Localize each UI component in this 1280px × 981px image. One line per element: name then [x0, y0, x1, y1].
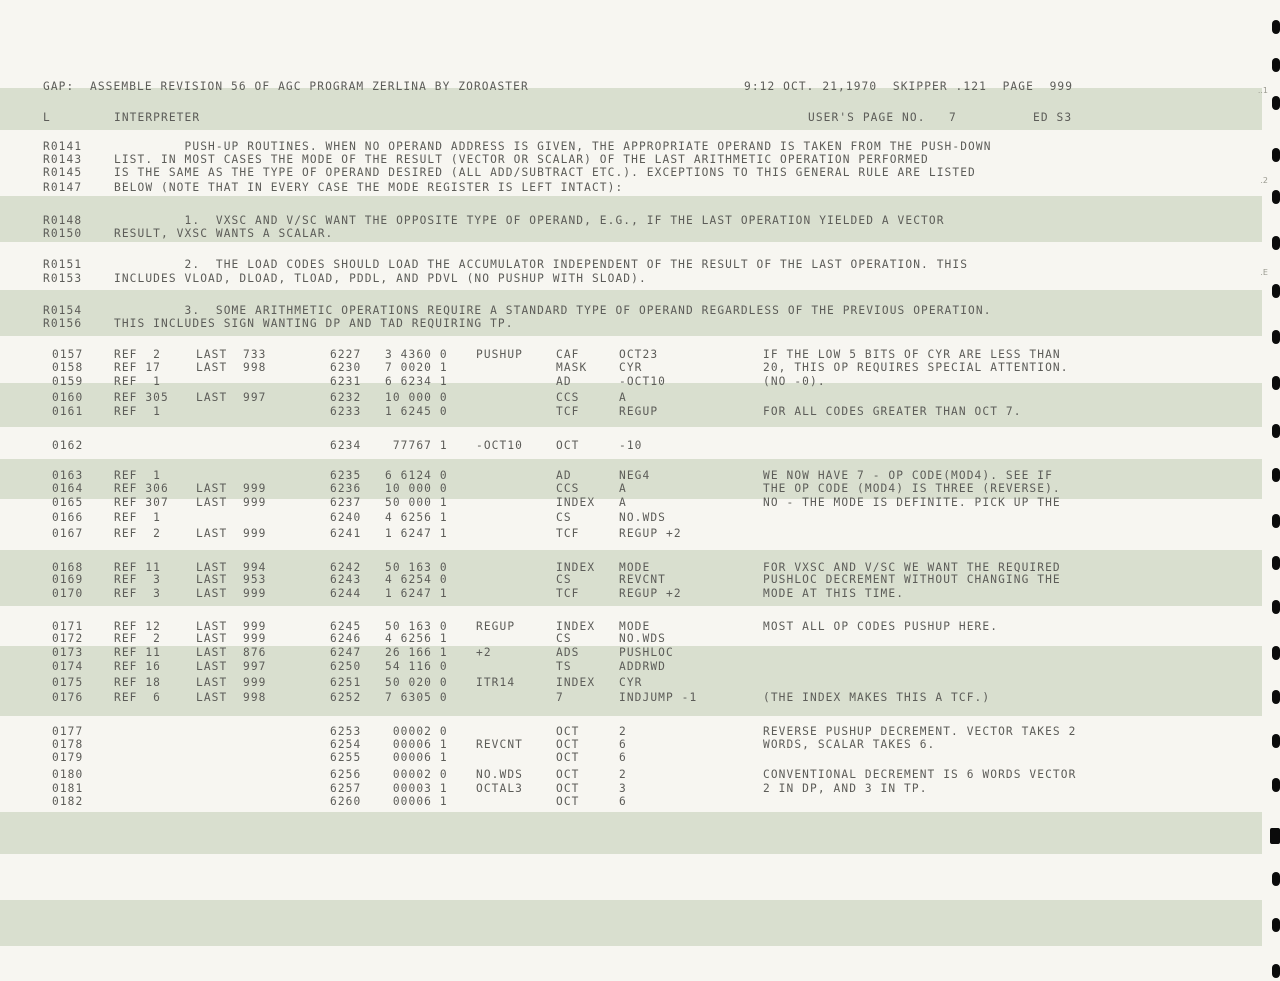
line-comment: NO - THE MODE IS DEFINITE. PICK UP THE [763, 496, 1061, 509]
operand: CYR [619, 361, 643, 374]
ref-count: REF 6 [114, 691, 162, 704]
line-number: 0174 [52, 660, 84, 673]
label: -OCT10 [476, 439, 524, 452]
operand: ADDRWD [619, 660, 667, 673]
line-comment: REVERSE PUSHUP DECREMENT. VECTOR TAKES 2 [763, 725, 1077, 738]
address: 6242 [330, 561, 362, 574]
line-number: 0166 [52, 511, 84, 524]
header-title: GAP: ASSEMBLE REVISION 56 OF AGC PROGRAM ZERLINA BY ZOROASTER [43, 80, 529, 93]
last-ref: LAST 994 [196, 561, 267, 574]
operand: A [619, 482, 627, 495]
address: 6260 [330, 795, 362, 808]
header-date: 9:12 OCT. 21,1970 SKIPPER .121 PAGE 999 [744, 80, 1074, 93]
line-number: R0156 [43, 317, 83, 330]
address: 6251 [330, 676, 362, 689]
operand: A [619, 391, 627, 404]
line-number: 0165 [52, 496, 84, 509]
address: 6237 [330, 496, 362, 509]
ref-count: REF 11 [114, 561, 162, 574]
address: 6250 [330, 660, 362, 673]
operand: 6 [619, 738, 627, 751]
users-page-number: USER'S PAGE NO. 7 [808, 111, 957, 124]
last-ref: LAST 733 [196, 348, 267, 361]
feed-hole [1272, 514, 1280, 528]
address: 6234 [330, 439, 362, 452]
line-number: 0175 [52, 676, 84, 689]
line-number: 0160 [52, 391, 84, 404]
ref-count: REF 11 [114, 646, 162, 659]
object-code: 7 0020 1 [385, 361, 448, 374]
operand: A [619, 496, 627, 509]
comment-text: BELOW (NOTE THAT IN EVERY CASE THE MODE REGISTER IS LEFT INTACT): [114, 181, 624, 194]
address: 6243 [330, 573, 362, 586]
line-number: R0154 [43, 304, 83, 317]
line-comment: MOST ALL OP CODES PUSHUP HERE. [763, 620, 999, 633]
line-number: 0171 [52, 620, 84, 633]
object-code: 77767 1 [385, 439, 448, 452]
last-ref: LAST 999 [196, 676, 267, 689]
line-number: 0158 [52, 361, 84, 374]
opcode: CCS [556, 482, 580, 495]
line-number: 0173 [52, 646, 84, 659]
label: OCTAL3 [476, 782, 524, 795]
line-comment: THE OP CODE (MOD4) IS THREE (REVERSE). [763, 482, 1061, 495]
label: REGUP [476, 620, 516, 633]
operand: MODE [619, 561, 651, 574]
line-number: R0141 [43, 140, 83, 153]
opcode: OCT [556, 738, 580, 751]
feed-hole [1272, 236, 1280, 250]
ref-count: REF 1 [114, 405, 162, 418]
object-code: 26 166 1 [385, 646, 448, 659]
opcode: AD [556, 469, 572, 482]
object-code: 1 6245 0 [385, 405, 448, 418]
ref-count: REF 1 [114, 511, 162, 524]
operand: 6 [619, 751, 627, 764]
ref-count: REF 2 [114, 348, 162, 361]
opcode: CS [556, 632, 572, 645]
edition-label: ED S3 [1033, 111, 1073, 124]
margin-mark: .2 [1260, 176, 1268, 185]
address: 6257 [330, 782, 362, 795]
opcode: TCF [556, 527, 580, 540]
comment-text: 1. VXSC AND V/SC WANT THE OPPOSITE TYPE OF OPERAND, E.G., IF THE LAST OPERATION YIELDED A VECTOR [114, 214, 945, 227]
last-ref: LAST 997 [196, 660, 267, 673]
operand: 6 [619, 795, 627, 808]
label: PUSHUP [476, 348, 524, 361]
object-code: 1 6247 1 [385, 527, 448, 540]
comment-text: 3. SOME ARITHMETIC OPERATIONS REQUIRE A STANDARD TYPE OF OPERAND REGARDLESS OF THE PREVIOUS OPERATION. [114, 304, 992, 317]
object-code: 10 000 0 [385, 482, 448, 495]
object-code: 7 6305 0 [385, 691, 448, 704]
feed-hole [1272, 96, 1280, 110]
object-code: 6 6234 1 [385, 375, 448, 388]
comment-text: LIST. IN MOST CASES THE MODE OF THE RESULT (VECTOR OR SCALAR) OF THE LAST ARITHMETIC OPERATION PERFORMED [114, 153, 929, 166]
feed-hole [1270, 828, 1280, 844]
line-number: 0177 [52, 725, 84, 738]
feed-hole [1272, 918, 1280, 932]
operand: NO.WDS [619, 632, 667, 645]
operand: REVCNT [619, 573, 667, 586]
address: 6252 [330, 691, 362, 704]
opcode: TCF [556, 405, 580, 418]
object-code: 10 000 0 [385, 391, 448, 404]
last-ref: LAST 876 [196, 646, 267, 659]
line-comment: MODE AT THIS TIME. [763, 587, 905, 600]
feed-hole [1272, 20, 1280, 34]
address: 6236 [330, 482, 362, 495]
comment-text: PUSH-UP ROUTINES. WHEN NO OPERAND ADDRESS IS GIVEN, THE APPROPRIATE OPERAND IS TAKEN FROM THE PUSH-DOWN [114, 140, 992, 153]
address: 6253 [330, 725, 362, 738]
comment-text: 2. THE LOAD CODES SHOULD LOAD THE ACCUMULATOR INDEPENDENT OF THE RESULT OF THE LAST OPERATION. THIS [114, 258, 969, 271]
object-code: 00002 0 [385, 725, 448, 738]
line-number: R0150 [43, 227, 83, 240]
object-code: 4 6256 1 [385, 632, 448, 645]
line-number: R0143 [43, 153, 83, 166]
line-number: 0178 [52, 738, 84, 751]
opcode: TCF [556, 587, 580, 600]
line-number: 0164 [52, 482, 84, 495]
feed-hole [1272, 964, 1280, 978]
object-code: 54 116 0 [385, 660, 448, 673]
opcode: OCT [556, 725, 580, 738]
last-ref: LAST 999 [196, 587, 267, 600]
ref-count: REF 17 [114, 361, 162, 374]
object-code: 6 6124 0 [385, 469, 448, 482]
last-ref: LAST 998 [196, 361, 267, 374]
feed-hole [1272, 330, 1280, 344]
greenbar-band [0, 900, 1262, 946]
line-number: R0148 [43, 214, 83, 227]
address: 6230 [330, 361, 362, 374]
line-comment: WE NOW HAVE 7 - OP CODE(MOD4). SEE IF [763, 469, 1053, 482]
line-number: R0147 [43, 181, 83, 194]
line-number: 0157 [52, 348, 84, 361]
feed-hole [1272, 734, 1280, 748]
address: 6240 [330, 511, 362, 524]
comment-text: INCLUDES VLOAD, DLOAD, TLOAD, PDDL, AND PDVL (NO PUSHUP WITH SLOAD). [114, 272, 647, 285]
opcode: OCT [556, 751, 580, 764]
margin-mark: .E [1260, 268, 1268, 277]
opcode: INDEX [556, 676, 596, 689]
ref-count: REF 1 [114, 375, 162, 388]
operand: -OCT10 [619, 375, 667, 388]
object-code: 00003 1 [385, 782, 448, 795]
address: 6254 [330, 738, 362, 751]
address: 6246 [330, 632, 362, 645]
operand: INDJUMP -1 [619, 691, 698, 704]
opcode: CCS [556, 391, 580, 404]
line-number: 0182 [52, 795, 84, 808]
object-code: 3 4360 0 [385, 348, 448, 361]
opcode: OCT [556, 439, 580, 452]
address: 6235 [330, 469, 362, 482]
margin-mark: ..1 [1257, 86, 1268, 95]
object-code: 00006 1 [385, 795, 448, 808]
label: NO.WDS [476, 768, 524, 781]
line-comment: FOR ALL CODES GREATER THAN OCT 7. [763, 405, 1022, 418]
line-number: 0180 [52, 768, 84, 781]
feed-hole [1272, 424, 1280, 438]
last-ref: LAST 998 [196, 691, 267, 704]
line-number: 0179 [52, 751, 84, 764]
tractor-feed-strip [1262, 0, 1280, 981]
feed-hole [1272, 468, 1280, 482]
line-number: 0181 [52, 782, 84, 795]
operand: -10 [619, 439, 643, 452]
feed-hole [1272, 148, 1280, 162]
line-number: 0161 [52, 405, 84, 418]
line-number: R0151 [43, 258, 83, 271]
operand: REGUP +2 [619, 527, 682, 540]
operand: 2 [619, 725, 627, 738]
comment-text: RESULT, VXSC WANTS A SCALAR. [114, 227, 334, 240]
opcode: ADS [556, 646, 580, 659]
last-ref: LAST 953 [196, 573, 267, 586]
object-code: 4 6256 1 [385, 511, 448, 524]
ref-count: REF 2 [114, 527, 162, 540]
ref-count: REF 307 [114, 496, 169, 509]
operand: PUSHLOC [619, 646, 674, 659]
line-comment: 2 IN DP, AND 3 IN TP. [763, 782, 928, 795]
address: 6247 [330, 646, 362, 659]
label: REVCNT [476, 738, 524, 751]
address: 6233 [330, 405, 362, 418]
opcode: CS [556, 573, 572, 586]
line-comment: 20, THIS OP REQUIRES SPECIAL ATTENTION. [763, 361, 1069, 374]
opcode: 7 [556, 691, 564, 704]
last-ref: LAST 997 [196, 391, 267, 404]
line-number: 0167 [52, 527, 84, 540]
feed-hole [1272, 376, 1280, 390]
operand: MODE [619, 620, 651, 633]
address: 6232 [330, 391, 362, 404]
section-title: INTERPRETER [114, 111, 201, 124]
object-code: 4 6254 0 [385, 573, 448, 586]
address: 6256 [330, 768, 362, 781]
feed-hole [1272, 872, 1280, 886]
last-ref: LAST 999 [196, 482, 267, 495]
feed-hole [1272, 690, 1280, 704]
address: 6255 [330, 751, 362, 764]
last-ref: LAST 999 [196, 496, 267, 509]
object-code: 50 000 1 [385, 496, 448, 509]
address: 6245 [330, 620, 362, 633]
operand: REGUP +2 [619, 587, 682, 600]
feed-hole [1272, 600, 1280, 614]
ref-count: REF 3 [114, 587, 162, 600]
line-comment: FOR VXSC AND V/SC WE WANT THE REQUIRED [763, 561, 1061, 574]
comment-text: THIS INCLUDES SIGN WANTING DP AND TAD REQUIRING TP. [114, 317, 514, 330]
ref-count: REF 306 [114, 482, 169, 495]
line-number: R0153 [43, 272, 83, 285]
object-code: 50 163 0 [385, 561, 448, 574]
address: 6244 [330, 587, 362, 600]
feed-hole [1272, 190, 1280, 204]
last-ref: LAST 999 [196, 527, 267, 540]
line-number: 0168 [52, 561, 84, 574]
line-comment: (THE INDEX MAKES THIS A TCF.) [763, 691, 991, 704]
feed-hole [1272, 778, 1280, 792]
line-number: 0159 [52, 375, 84, 388]
object-code: 00006 1 [385, 738, 448, 751]
object-code: 00002 0 [385, 768, 448, 781]
object-code: 00006 1 [385, 751, 448, 764]
opcode: AD [556, 375, 572, 388]
ref-count: REF 3 [114, 573, 162, 586]
ref-count: REF 18 [114, 676, 162, 689]
opcode: OCT [556, 795, 580, 808]
address: 6241 [330, 527, 362, 540]
opcode: INDEX [556, 561, 596, 574]
ref-count: REF 305 [114, 391, 169, 404]
opcode: OCT [556, 768, 580, 781]
opcode: CS [556, 511, 572, 524]
line-comment: PUSHLOC DECREMENT WITHOUT CHANGING THE [763, 573, 1061, 586]
object-code: 1 6247 1 [385, 587, 448, 600]
opcode: INDEX [556, 496, 596, 509]
line-number: 0163 [52, 469, 84, 482]
operand: NO.WDS [619, 511, 667, 524]
opcode: OCT [556, 782, 580, 795]
comment-text: IS THE SAME AS THE TYPE OF OPERAND DESIRED (ALL ADD/SUBTRACT ETC.). EXCEPTIONS TO THIS GENERAL RULE ARE LISTED [114, 166, 976, 179]
line-number: 0176 [52, 691, 84, 704]
line-comment: (NO -0). [763, 375, 826, 388]
operand: CYR [619, 676, 643, 689]
line-number: 0169 [52, 573, 84, 586]
feed-hole [1272, 284, 1280, 298]
line-comment: IF THE LOW 5 BITS OF CYR ARE LESS THAN [763, 348, 1061, 361]
line-number: 0170 [52, 587, 84, 600]
address: 6231 [330, 375, 362, 388]
object-code: 50 020 0 [385, 676, 448, 689]
ref-count: REF 12 [114, 620, 162, 633]
opcode: TS [556, 660, 572, 673]
line-comment: CONVENTIONAL DECREMENT IS 6 WORDS VECTOR [763, 768, 1077, 781]
ref-count: REF 1 [114, 469, 162, 482]
label: ITR14 [476, 676, 516, 689]
ref-count: REF 2 [114, 632, 162, 645]
operand: NEG4 [619, 469, 651, 482]
operand: REGUP [619, 405, 659, 418]
greenbar-band [0, 812, 1262, 854]
feed-hole [1272, 646, 1280, 660]
section-letter: L [43, 111, 51, 124]
operand: 3 [619, 782, 627, 795]
feed-hole [1272, 58, 1280, 72]
line-number: R0145 [43, 166, 83, 179]
feed-hole [1272, 556, 1280, 570]
object-code: 50 163 0 [385, 620, 448, 633]
opcode: MASK [556, 361, 588, 374]
operand: OCT23 [619, 348, 659, 361]
ref-count: REF 16 [114, 660, 162, 673]
operand: 2 [619, 768, 627, 781]
line-number: 0172 [52, 632, 84, 645]
line-number: 0162 [52, 439, 84, 452]
address: 6227 [330, 348, 362, 361]
label: +2 [476, 646, 492, 659]
last-ref: LAST 999 [196, 632, 267, 645]
opcode: INDEX [556, 620, 596, 633]
opcode: CAF [556, 348, 580, 361]
line-comment: WORDS, SCALAR TAKES 6. [763, 738, 936, 751]
last-ref: LAST 999 [196, 620, 267, 633]
